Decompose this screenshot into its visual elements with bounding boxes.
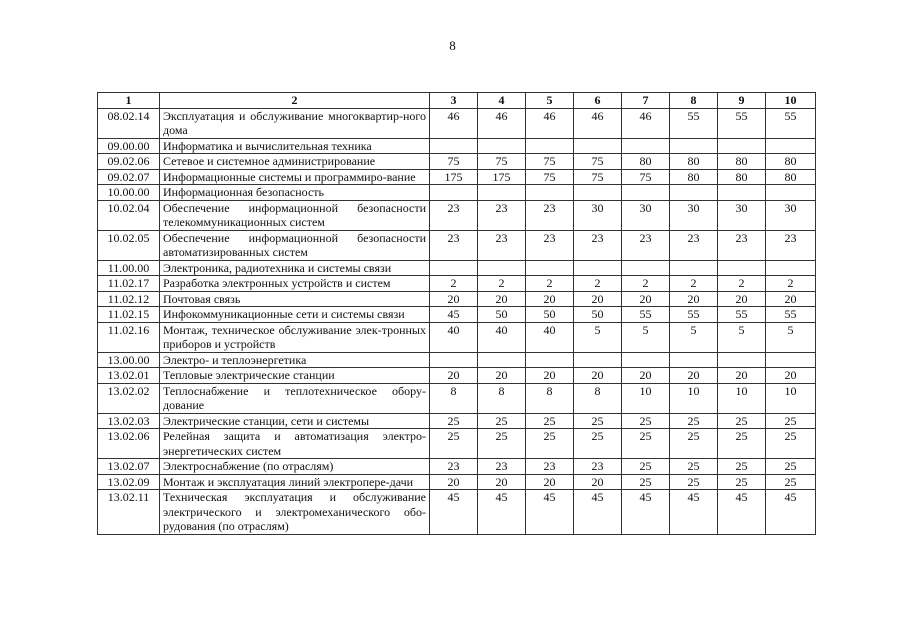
specialty-name-cell: Эксплуатация и обслуживание многоквартир-ного дома	[160, 108, 430, 138]
value-cell: 20	[526, 368, 574, 384]
column-header: 6	[574, 93, 622, 109]
specialty-code-cell: 13.02.02	[98, 383, 160, 413]
value-cell: 80	[670, 154, 718, 170]
column-header: 2	[160, 93, 430, 109]
column-header: 1	[98, 93, 160, 109]
value-cell: 20	[766, 291, 816, 307]
specialty-name-cell: Обеспечение информационной безопасности автоматизированных систем	[160, 230, 430, 260]
value-cell: 25	[718, 459, 766, 475]
value-cell: 80	[670, 169, 718, 185]
value-cell	[574, 260, 622, 276]
value-cell	[718, 185, 766, 201]
value-cell: 80	[766, 169, 816, 185]
value-cell: 2	[670, 276, 718, 292]
value-cell	[430, 185, 478, 201]
value-cell: 25	[766, 474, 816, 490]
value-cell: 46	[478, 108, 526, 138]
value-cell: 25	[526, 429, 574, 459]
value-cell: 40	[526, 322, 574, 352]
value-cell: 2	[766, 276, 816, 292]
specialty-name-cell: Теплоснабжение и теплотехническое обору-дование	[160, 383, 430, 413]
value-cell: 23	[430, 200, 478, 230]
specialty-code-cell: 11.02.17	[98, 276, 160, 292]
value-cell: 23	[526, 459, 574, 475]
value-cell: 5	[622, 322, 670, 352]
table-row	[98, 185, 816, 201]
value-cell: 2	[718, 276, 766, 292]
value-cell	[574, 352, 622, 368]
value-cell: 45	[622, 490, 670, 535]
table-row	[98, 169, 816, 185]
value-cell: 55	[622, 307, 670, 323]
specialty-name-cell: Электроника, радиотехника и системы связи	[160, 260, 430, 276]
value-cell: 25	[430, 429, 478, 459]
value-cell: 175	[430, 169, 478, 185]
value-cell: 25	[478, 429, 526, 459]
value-cell: 23	[526, 200, 574, 230]
value-cell: 23	[478, 459, 526, 475]
value-cell: 20	[670, 368, 718, 384]
value-cell: 75	[430, 154, 478, 170]
value-cell: 10	[718, 383, 766, 413]
table-row	[98, 459, 816, 475]
value-cell: 23	[574, 230, 622, 260]
value-cell: 20	[478, 368, 526, 384]
value-cell	[478, 185, 526, 201]
value-cell: 30	[670, 200, 718, 230]
value-cell: 45	[478, 490, 526, 535]
value-cell	[430, 352, 478, 368]
header-row	[98, 93, 816, 109]
value-cell: 75	[526, 154, 574, 170]
specialty-code-cell: 13.02.06	[98, 429, 160, 459]
table-row	[98, 413, 816, 429]
specialty-name-cell: Электрические станции, сети и системы	[160, 413, 430, 429]
specialty-code-cell: 13.02.07	[98, 459, 160, 475]
value-cell: 5	[670, 322, 718, 352]
value-cell: 2	[526, 276, 574, 292]
table-row	[98, 276, 816, 292]
value-cell: 55	[670, 108, 718, 138]
value-cell: 25	[478, 413, 526, 429]
value-cell: 25	[574, 413, 622, 429]
value-cell	[574, 138, 622, 154]
specialty-code-cell: 13.02.01	[98, 368, 160, 384]
value-cell: 25	[766, 459, 816, 475]
value-cell: 75	[574, 169, 622, 185]
table-body	[98, 108, 816, 534]
value-cell: 10	[766, 383, 816, 413]
value-cell: 20	[526, 474, 574, 490]
value-cell: 30	[622, 200, 670, 230]
value-cell: 75	[622, 169, 670, 185]
value-cell: 25	[622, 474, 670, 490]
value-cell: 55	[766, 307, 816, 323]
specialty-name-cell: Обеспечение информационной безопасности телекоммуникационных систем	[160, 200, 430, 230]
specialty-name-cell: Сетевое и системное администрирование	[160, 154, 430, 170]
table-row	[98, 474, 816, 490]
value-cell: 23	[622, 230, 670, 260]
value-cell	[478, 138, 526, 154]
value-cell: 25	[766, 429, 816, 459]
value-cell: 80	[718, 169, 766, 185]
specialty-code-cell: 10.02.04	[98, 200, 160, 230]
value-cell: 8	[574, 383, 622, 413]
value-cell: 20	[670, 291, 718, 307]
value-cell: 175	[478, 169, 526, 185]
value-cell	[622, 260, 670, 276]
specialty-code-cell: 11.02.12	[98, 291, 160, 307]
value-cell	[670, 260, 718, 276]
value-cell	[766, 260, 816, 276]
value-cell: 45	[526, 490, 574, 535]
value-cell: 5	[574, 322, 622, 352]
value-cell: 20	[574, 291, 622, 307]
value-cell	[430, 260, 478, 276]
value-cell: 45	[766, 490, 816, 535]
value-cell: 23	[766, 230, 816, 260]
value-cell	[430, 138, 478, 154]
table-row	[98, 291, 816, 307]
value-cell: 45	[574, 490, 622, 535]
value-cell: 45	[430, 307, 478, 323]
value-cell: 2	[622, 276, 670, 292]
value-cell: 45	[430, 490, 478, 535]
specialty-name-cell: Инфокоммуникационные сети и системы связи	[160, 307, 430, 323]
value-cell: 23	[430, 459, 478, 475]
table-row	[98, 368, 816, 384]
specialty-code-cell: 13.02.09	[98, 474, 160, 490]
value-cell: 25	[718, 413, 766, 429]
value-cell: 80	[718, 154, 766, 170]
value-cell	[622, 185, 670, 201]
table-row	[98, 200, 816, 230]
value-cell: 20	[718, 368, 766, 384]
specialties-table	[97, 92, 816, 535]
value-cell: 46	[622, 108, 670, 138]
value-cell	[574, 185, 622, 201]
value-cell	[766, 352, 816, 368]
value-cell	[622, 352, 670, 368]
value-cell: 30	[718, 200, 766, 230]
value-cell: 25	[622, 429, 670, 459]
value-cell	[670, 138, 718, 154]
value-cell: 20	[430, 291, 478, 307]
value-cell	[526, 185, 574, 201]
specialty-code-cell: 08.02.14	[98, 108, 160, 138]
value-cell: 8	[430, 383, 478, 413]
specialty-name-cell: Тепловые электрические станции	[160, 368, 430, 384]
table-row	[98, 383, 816, 413]
value-cell: 20	[430, 368, 478, 384]
specialty-code-cell: 09.02.07	[98, 169, 160, 185]
value-cell: 2	[430, 276, 478, 292]
value-cell	[526, 352, 574, 368]
specialty-code-cell: 11.02.15	[98, 307, 160, 323]
value-cell: 8	[526, 383, 574, 413]
value-cell: 25	[526, 413, 574, 429]
value-cell: 5	[766, 322, 816, 352]
table-row	[98, 307, 816, 323]
value-cell: 25	[430, 413, 478, 429]
column-header: 4	[478, 93, 526, 109]
value-cell: 30	[574, 200, 622, 230]
page-number: 8	[449, 38, 456, 53]
table-row	[98, 108, 816, 138]
specialty-code-cell: 10.00.00	[98, 185, 160, 201]
column-header: 3	[430, 93, 478, 109]
value-cell: 20	[478, 474, 526, 490]
specialty-name-cell: Информационные системы и программиро-вание	[160, 169, 430, 185]
value-cell	[718, 260, 766, 276]
value-cell: 20	[718, 291, 766, 307]
table-row	[98, 429, 816, 459]
value-cell	[670, 352, 718, 368]
value-cell: 20	[766, 368, 816, 384]
value-cell: 80	[766, 154, 816, 170]
value-cell: 5	[718, 322, 766, 352]
specialty-name-cell: Электроснабжение (по отраслям)	[160, 459, 430, 475]
table-row	[98, 260, 816, 276]
column-header: 9	[718, 93, 766, 109]
specialty-name-cell: Разработка электронных устройств и систем	[160, 276, 430, 292]
value-cell: 20	[574, 474, 622, 490]
value-cell: 23	[430, 230, 478, 260]
value-cell: 23	[718, 230, 766, 260]
value-cell: 20	[574, 368, 622, 384]
table-row	[98, 138, 816, 154]
value-cell: 25	[622, 413, 670, 429]
specialty-name-cell: Техническая эксплуатация и обслуживание электрического и электромеханического обо-рудования (по отраслям)	[160, 490, 430, 535]
table-row	[98, 154, 816, 170]
value-cell: 20	[430, 474, 478, 490]
value-cell: 40	[430, 322, 478, 352]
value-cell: 25	[718, 474, 766, 490]
specialty-name-cell: Релейная защита и автоматизация электро-энергетических систем	[160, 429, 430, 459]
value-cell: 20	[526, 291, 574, 307]
value-cell: 10	[670, 383, 718, 413]
value-cell	[766, 185, 816, 201]
value-cell: 23	[670, 230, 718, 260]
value-cell	[478, 352, 526, 368]
value-cell: 2	[478, 276, 526, 292]
specialty-name-cell: Информатика и вычислительная техника	[160, 138, 430, 154]
column-header: 5	[526, 93, 574, 109]
value-cell: 55	[718, 108, 766, 138]
value-cell	[670, 185, 718, 201]
table-row	[98, 322, 816, 352]
value-cell: 25	[670, 413, 718, 429]
value-cell	[622, 138, 670, 154]
value-cell: 23	[478, 200, 526, 230]
value-cell	[526, 138, 574, 154]
value-cell: 55	[670, 307, 718, 323]
value-cell: 23	[574, 459, 622, 475]
value-cell: 55	[718, 307, 766, 323]
value-cell: 50	[574, 307, 622, 323]
value-cell: 75	[574, 154, 622, 170]
value-cell: 25	[622, 459, 670, 475]
specialty-code-cell: 09.02.06	[98, 154, 160, 170]
value-cell	[718, 138, 766, 154]
column-header: 10	[766, 93, 816, 109]
value-cell: 45	[670, 490, 718, 535]
value-cell: 80	[622, 154, 670, 170]
value-cell: 25	[670, 429, 718, 459]
specialty-code-cell: 13.00.00	[98, 352, 160, 368]
specialty-code-cell: 11.02.16	[98, 322, 160, 352]
value-cell	[526, 260, 574, 276]
value-cell: 23	[478, 230, 526, 260]
table-row	[98, 352, 816, 368]
table-row	[98, 230, 816, 260]
value-cell: 25	[766, 413, 816, 429]
value-cell: 75	[478, 154, 526, 170]
value-cell: 75	[526, 169, 574, 185]
value-cell	[766, 138, 816, 154]
column-header: 8	[670, 93, 718, 109]
specialty-code-cell: 13.02.03	[98, 413, 160, 429]
value-cell: 25	[718, 429, 766, 459]
value-cell	[718, 352, 766, 368]
specialty-code-cell: 10.02.05	[98, 230, 160, 260]
value-cell: 55	[766, 108, 816, 138]
specialty-code-cell: 13.02.11	[98, 490, 160, 535]
value-cell: 25	[574, 429, 622, 459]
value-cell: 25	[670, 474, 718, 490]
value-cell: 46	[526, 108, 574, 138]
value-cell: 2	[574, 276, 622, 292]
value-cell: 50	[478, 307, 526, 323]
value-cell: 40	[478, 322, 526, 352]
value-cell: 23	[526, 230, 574, 260]
value-cell: 20	[622, 368, 670, 384]
value-cell: 25	[670, 459, 718, 475]
column-header: 7	[622, 93, 670, 109]
specialty-name-cell: Электро- и теплоэнергетика	[160, 352, 430, 368]
value-cell: 45	[718, 490, 766, 535]
value-cell: 10	[622, 383, 670, 413]
specialty-name-cell: Монтаж, техническое обслуживание элек-тронных приборов и устройств	[160, 322, 430, 352]
specialty-name-cell: Монтаж и эксплуатация линий электропере-дачи	[160, 474, 430, 490]
value-cell: 46	[430, 108, 478, 138]
table-row	[98, 490, 816, 535]
specialty-code-cell: 09.00.00	[98, 138, 160, 154]
specialty-name-cell: Почтовая связь	[160, 291, 430, 307]
value-cell: 8	[478, 383, 526, 413]
specialty-code-cell: 11.00.00	[98, 260, 160, 276]
value-cell: 20	[478, 291, 526, 307]
value-cell: 50	[526, 307, 574, 323]
value-cell: 46	[574, 108, 622, 138]
specialty-name-cell: Информационная безопасность	[160, 185, 430, 201]
value-cell: 20	[622, 291, 670, 307]
value-cell: 30	[766, 200, 816, 230]
value-cell	[478, 260, 526, 276]
